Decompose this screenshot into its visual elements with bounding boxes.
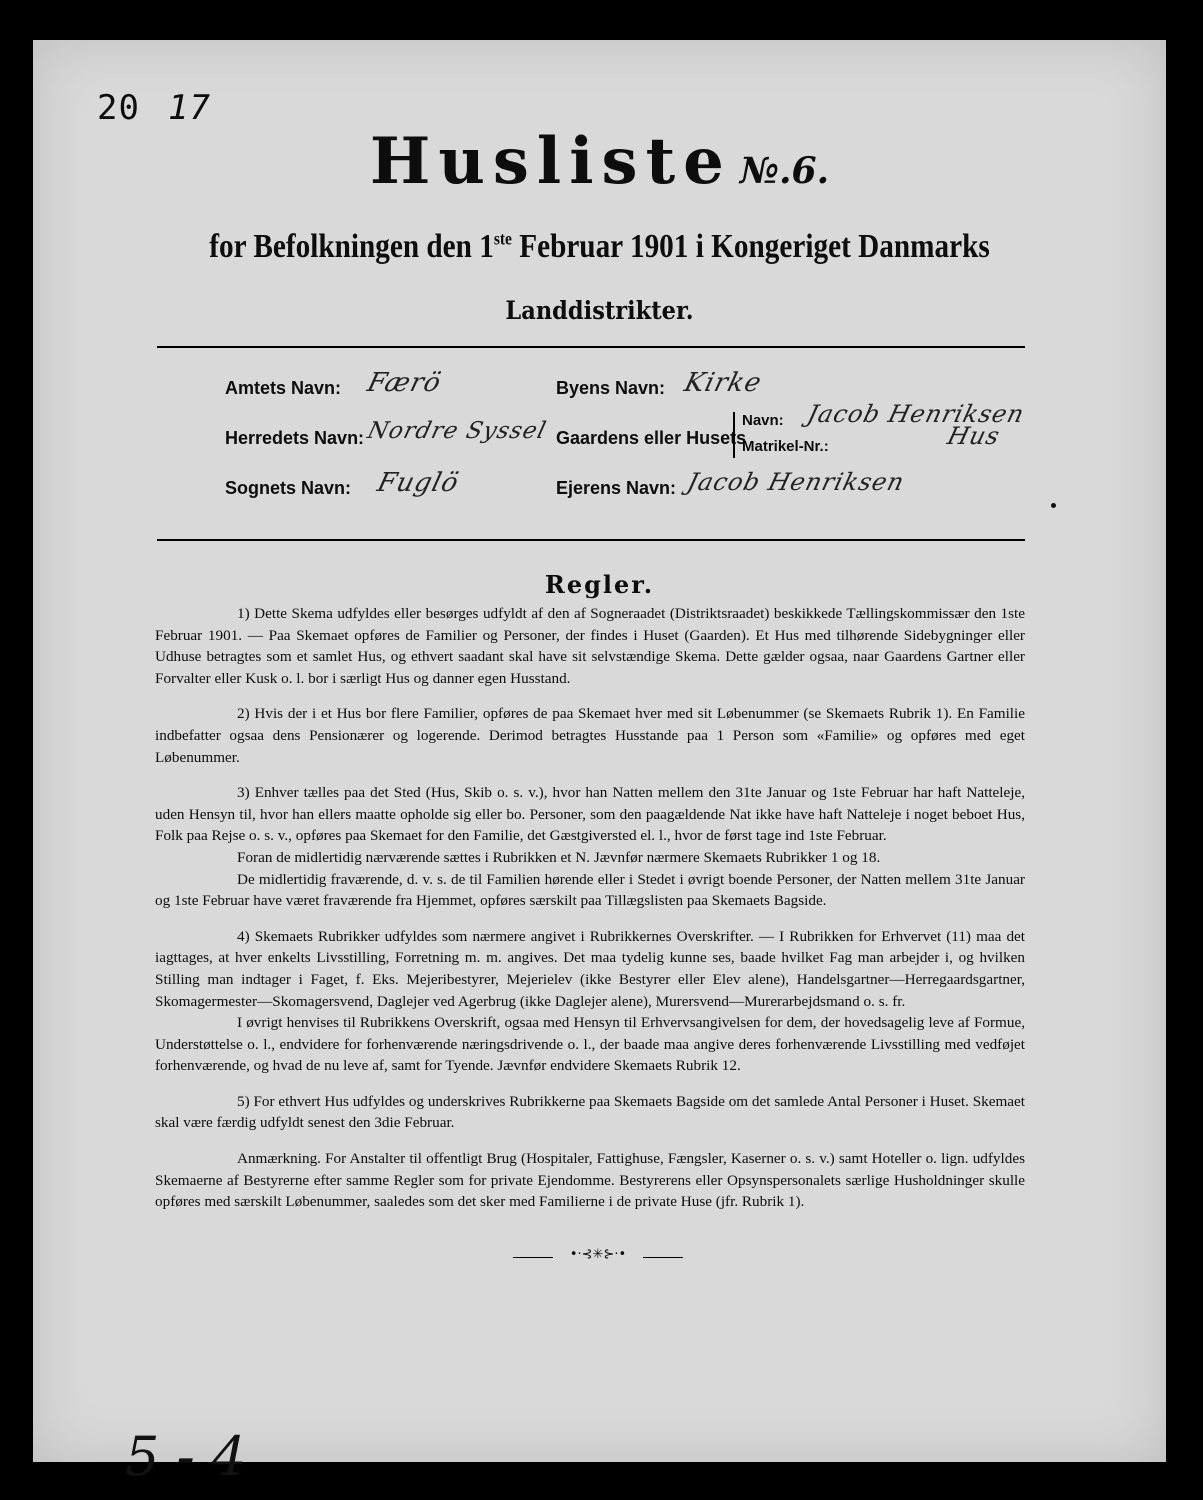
ornament-divider: [33, 1247, 1166, 1267]
page-number-part2: 17: [168, 88, 211, 128]
form-title: [33, 124, 1166, 199]
divider-top: [157, 346, 1025, 348]
rule-paragraph-3c: De midlertidig fraværende, d. v. s. de til Familien hørende eller i Stedet i øvrigt boende Personer, der Natten mellem 31te Januar og 1ste Februar have været fraværende fra Hjemmet, opføres særskilt paa Tillægslisten paa Skemaets Bagside.: [155, 870, 1025, 910]
herred-value: Nordre Syssel: [364, 418, 550, 444]
amt-value: Færö: [364, 368, 445, 398]
ornament-line-right: [643, 1257, 683, 1258]
matrikel-label: Matrikel-Nr.:: [742, 438, 829, 455]
form-title-text: Husliste: [369, 124, 732, 199]
rule-paragraph-3b: Foran de midlertidig nærværende sættes i Rubrikken et N. Jævnfør nærmere Skemaets Rubrikker 1 og 18.: [237, 848, 881, 866]
rules-body: [155, 603, 1025, 1213]
by-label: Byens Navn:: [556, 378, 666, 398]
page-number-part1: 20: [97, 88, 140, 128]
field-bracket: [733, 412, 735, 458]
divider-bottom: [157, 539, 1025, 541]
rule-annotation: Anmærkning. For Anstalter til offentligt Brug (Hospitaler, Fattighuse, Fængsler, Kaserner o. s. v.) samt Hoteller o. lign. udfyldes Skemaerne af Bestyrerne efter samme Regler som for private Ejendomme. Bestyrerens eller Opsynspersonalets særlige Husholdninger skulle opføres med særskilt Løbenummer, saaledes som det sker med Familierne i de private Huse (jfr. Rubrik 1).: [155, 1150, 1025, 1211]
by-value: Kirke: [681, 368, 766, 398]
amt-label: Amtets Navn:: [225, 378, 342, 398]
ornament-glyphs: •·⊰✳⊱·•: [569, 1247, 627, 1262]
rule-paragraph-1: 1) Dette Skema udfyldes eller besørges udfyldt af den af Sogneraadet (Distriktsraadet) beskikkede Tællingskommissær den 1ste Februar 1901. — Paa Skemaet opføres de Familier og Personer, der findes i Huset (Gaarden). Et Hus med tilhørende Sidebygninger eller Udhuse betragtes som et samlet Hus, og ethvert saadant skal have sit selvstændige Skema. Dette gælder ogsaa, naar Gaardens Gartner eller Forvalter eller Kusk o. l. bor i særligt Hus og danner egen Husstand.: [155, 605, 1025, 687]
sogn-value: Fuglö: [374, 468, 463, 498]
rule-paragraph-3: 3) Enhver tælles paa det Sted (Hus, Skib o. s. v.), hvor han Natten mellem den 31te Januar og 1ste Februar har haft Natteleje, uden Hensyn til, hvor han ellers maatte opholde sig eller bo. Personer, som den paagældende Nat ikke have haft Natteleje i noget beboet Hus, Folk paa Rejse o. s. v., opføres paa Skemaet for den Familie, det Gæstgiversted el. l., hvor de først tage ind 1ste Februar.: [155, 784, 1025, 845]
rule-paragraph-4b: I øvrigt henvises til Rubrikkens Overskrift, ogsaa med Hensyn til Erhvervsangivelsen for dem, der hovedsagelig leve af Formue, Understøttelse o. l., endvidere for forhenværende næringsdrivende o. l., der baade maa angive deres forhenværende Livsstilling med vedføjet forhenværende, og hvad de nu leve af, samt for Tyende. Jævnfør endvidere Skemaets Rubrik 12.: [155, 1014, 1025, 1075]
ejer-value: Jacob Henriksen: [684, 468, 908, 496]
ink-dot: [1051, 503, 1056, 508]
subtitle-post: Februar 1901 i Kongeriget Danmarks: [511, 228, 990, 265]
subtitle-sup: ste: [493, 228, 512, 249]
subtitle-pre: for Befolkningen den 1: [209, 228, 494, 265]
herred-label: Herredets Navn:: [225, 428, 365, 448]
district-heading: Landdistrikter.: [505, 296, 694, 325]
corner-handwritten-note: 5 - 4: [125, 1425, 247, 1488]
form-subtitle: [112, 228, 1086, 266]
navn-value: Jacob Henriksen: [804, 400, 1028, 428]
sogn-label: Sognets Navn:: [225, 478, 352, 498]
ejer-label: Ejerens Navn:: [556, 478, 677, 498]
matrikel-value: Hus: [944, 422, 1004, 450]
rule-paragraph-5: 5) For ethvert Hus udfyldes og underskrives Rubrikkerne paa Skemaets Bagside om det samlede Antal Personer i Huset. Skemaet skal være færdig udfyldt senest den 3die Februar.: [155, 1092, 1025, 1132]
gaard-label: Gaardens eller Husets: [556, 428, 747, 448]
navn-label: Navn:: [742, 412, 784, 429]
ornament-line-left: [513, 1257, 553, 1258]
census-form: [33, 40, 1166, 1488]
rules-heading: Regler.: [544, 570, 655, 599]
rule-paragraph-2: 2) Hvis der i et Hus bor flere Familier, opføres de paa Skemaet hver med sit Løbenummer (se Skemaets Rubrik 1). En Familie indbefatter ogsaa dens Pensionærer og logerende. Derimod betragtes Husstande paa 1 Person som «Familie» og opføres med eget Løbenummer.: [155, 705, 1025, 766]
form-number: №.6.: [739, 150, 830, 192]
rule-paragraph-4: 4) Skemaets Rubrikker udfyldes som nærmere angivet i Rubrikkernes Overskrifter. — I Rubrikken for Erhvervet (11) maa det iagttages, at hver enkelts Livsstilling, Forretning m. m. angives. Det maa tydelig kunne ses, baade hvilket Fag man arbejder i, og hvilken Stilling man indtager i Faget, f. Eks. Mejeribestyrer, Mejerielev (ikke Bestyrer eller Elev alene), Handelsgartner—Herregaardsgartner, Skomagermester—Skomagersvend, Daglejer ved Agerbrug (ikke Daglejer alene), Murersvend—Murerarbejdsmand o. s. fr.: [155, 927, 1025, 1010]
